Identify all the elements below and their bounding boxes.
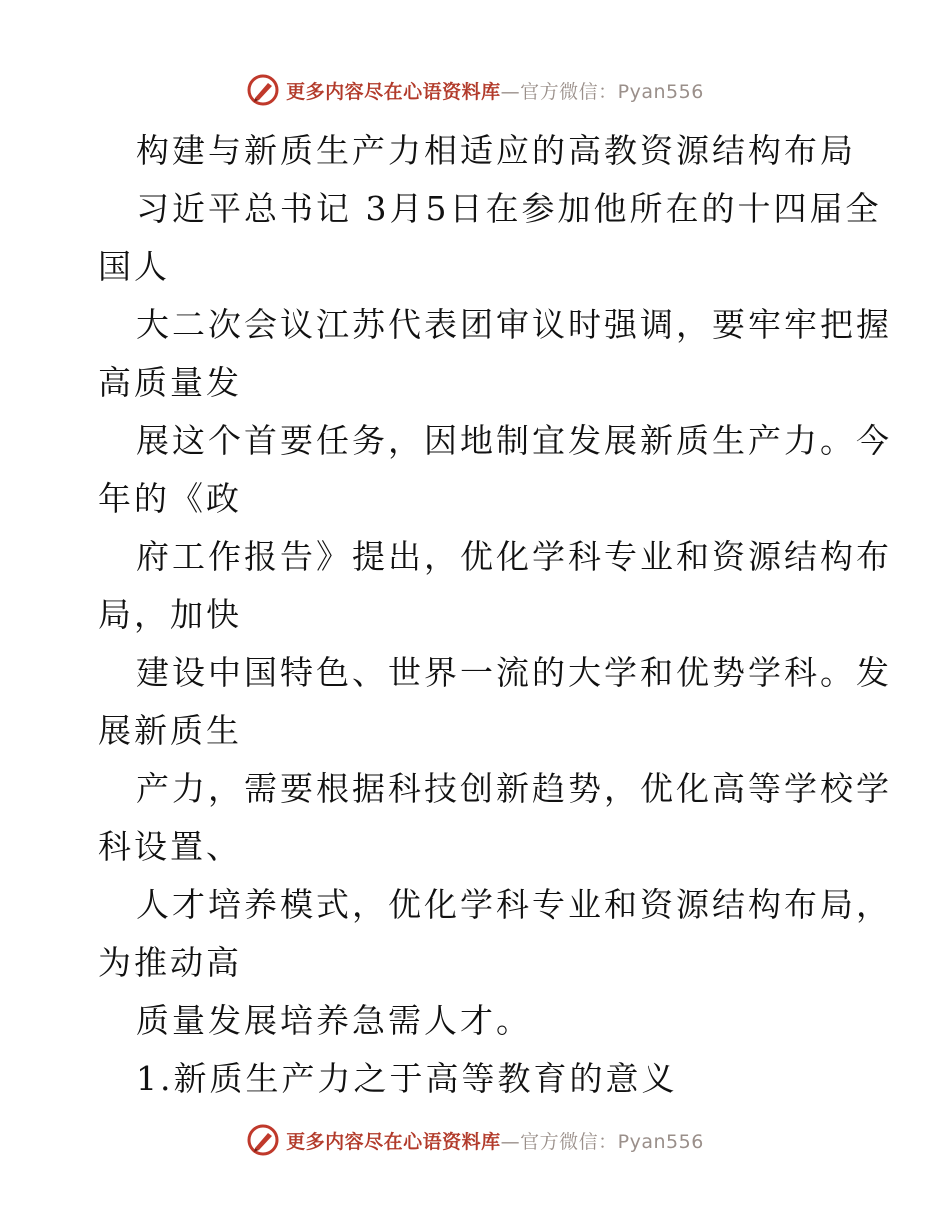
text-line: 科设置、: [98, 827, 242, 866]
text-line: 习近平总书记 3月5日在参加他所在的十四届全: [136, 189, 882, 228]
text-line: 展新质生: [98, 711, 242, 750]
text-line: 产力，需要根据科技创新趋势，优化高等学校学: [136, 769, 892, 808]
text-line: 大二次会议江苏代表团审议时强调，要牢牢把握: [136, 305, 892, 344]
text-line: 展这个首要任务，因地制宜发展新质生产力。今: [136, 421, 892, 460]
watermark-wechat: —官方微信：Pyan556: [500, 80, 704, 103]
text-line: 局，加快: [98, 595, 242, 634]
text-line: 高质量发: [98, 363, 242, 402]
pen-logo-icon: [246, 1123, 280, 1157]
text-line: 1.新质生产力之于高等教育的意义: [136, 1059, 678, 1098]
footer-watermark-banner: [0, 1120, 950, 1160]
text-line: 质量发展培养急需人才。: [136, 1001, 532, 1040]
text-line: 府工作报告》提出，优化学科专业和资源结构布: [136, 537, 892, 576]
watermark-wechat: —官方微信：Pyan556: [500, 1130, 704, 1153]
text-line: 人才培养模式，优化学科专业和资源结构布局，: [136, 885, 892, 924]
text-line: 年的《政: [98, 479, 242, 518]
document-body: [98, 122, 892, 1108]
watermark-brand: 更多内容尽在心语资料库: [286, 1130, 501, 1153]
text-line: 构建与新质生产力相适应的高教资源结构布局: [136, 131, 856, 170]
pen-logo-icon: [246, 73, 280, 107]
text-line: 为推动高: [98, 943, 242, 982]
watermark-text: [286, 77, 704, 104]
text-line: 建设中国特色、世界一流的大学和优势学科。发: [136, 653, 892, 692]
header-watermark-banner: [0, 70, 950, 110]
text-line: 国人: [98, 247, 170, 286]
watermark-brand: 更多内容尽在心语资料库: [286, 80, 501, 103]
watermark-text: [286, 1127, 704, 1154]
